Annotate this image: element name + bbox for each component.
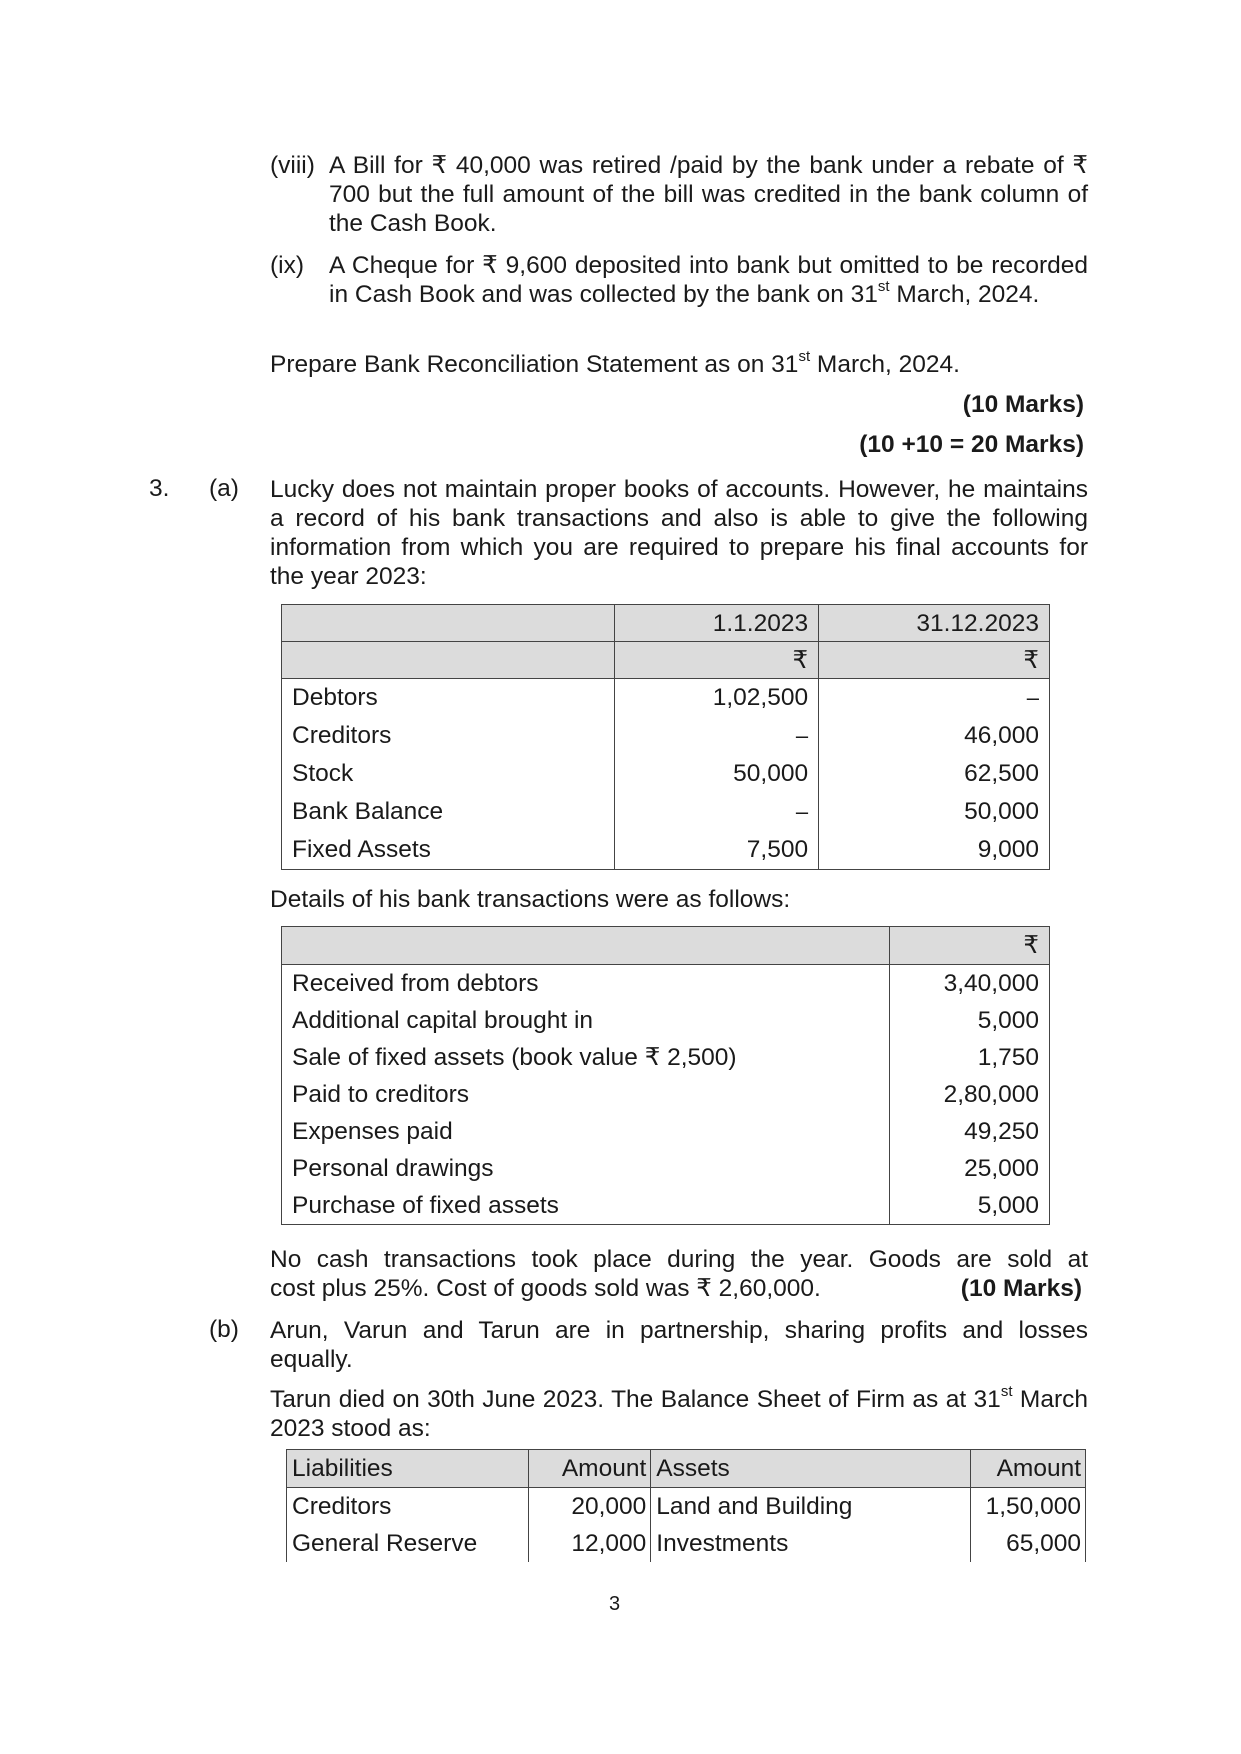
col-header-liabilities: Liabilities bbox=[287, 1450, 529, 1488]
bank-transactions-table bbox=[281, 926, 1050, 1225]
col-header-closing: 31.12.2023 bbox=[819, 605, 1050, 642]
marks-label: (10 Marks) bbox=[962, 391, 1084, 418]
item-label: (ix) bbox=[270, 252, 305, 279]
item-viii bbox=[270, 151, 1088, 238]
note-line-2: cost plus 25%. Cost of goods sold was ₹ 2,60,000. bbox=[270, 1275, 821, 1302]
item-label: (viii) bbox=[270, 152, 315, 179]
table-row: Bank Balance – 50,000 bbox=[282, 793, 1050, 831]
item-text: A Cheque for ₹ 9,600 deposited into bank but omitted to be recorded in Cash Book and was collected by the bank on 31st March, 2024. bbox=[329, 252, 1088, 308]
rupee-unit: ₹ bbox=[615, 642, 819, 679]
details-intro: Details of his bank transactions were as follows: bbox=[270, 886, 791, 913]
col-header-opening: 1.1.2023 bbox=[615, 605, 819, 642]
item-ix bbox=[270, 251, 1088, 309]
total-marks-label: (10 +10 = 20 Marks) bbox=[859, 431, 1084, 458]
part-a-label: (a) bbox=[209, 475, 239, 502]
page-number: 3 bbox=[609, 1593, 621, 1615]
part-b-text: Arun, Varun and Tarun are in partnership, sharing profits and losses equally. bbox=[270, 1317, 1088, 1373]
table-row: Purchase of fixed assets 5,000 bbox=[282, 1187, 1050, 1225]
table-row: Additional capital brought in 5,000 bbox=[282, 1002, 1050, 1039]
table-header-row bbox=[287, 1450, 1086, 1488]
rupee-unit: ₹ bbox=[890, 927, 1050, 965]
item-text: A Bill for ₹ 40,000 was retired /paid by the bank under a rebate of ₹ 700 but the full amount of the bill was credited in the bank column of the Cash Book. bbox=[329, 152, 1088, 237]
part-b-label: (b) bbox=[209, 1316, 239, 1343]
col-header-amount: Amount bbox=[971, 1450, 1086, 1488]
table-row: Sale of fixed assets (book value ₹ 2,500) 1,750 bbox=[282, 1039, 1050, 1076]
table-row: Personal drawings 25,000 bbox=[282, 1150, 1050, 1187]
table-header-row bbox=[282, 605, 1050, 642]
col-header-assets: Assets bbox=[651, 1450, 971, 1488]
table-row: Paid to creditors 2,80,000 bbox=[282, 1076, 1050, 1113]
table-row: Received from debtors 3,40,000 bbox=[282, 965, 1050, 1003]
prepare-instruction: Prepare Bank Reconciliation Statement as on 31st March, 2024. bbox=[270, 347, 960, 378]
table-unit-row bbox=[282, 642, 1050, 679]
table-row: Creditors – 46,000 bbox=[282, 717, 1050, 755]
balances-table bbox=[281, 604, 1050, 870]
table-row: Debtors 1,02,500 – bbox=[282, 679, 1050, 718]
table-row: Creditors 20,000 Land and Building 1,50,000 bbox=[287, 1488, 1086, 1526]
tarun-text: Tarun died on 30th June 2023. The Balance Sheet of Firm as at 31st March 2023 stood as: bbox=[270, 1382, 1088, 1442]
table-header-row bbox=[282, 927, 1050, 965]
note-line-1: No cash transactions took place during the year. Goods are sold at bbox=[270, 1246, 1088, 1273]
table-row: General Reserve 12,000 Investments 65,000 bbox=[287, 1525, 1086, 1562]
question-number: 3. bbox=[149, 475, 170, 502]
table-row: Stock 50,000 62,500 bbox=[282, 755, 1050, 793]
balance-sheet-table bbox=[286, 1449, 1086, 1562]
table-row: Expenses paid 49,250 bbox=[282, 1113, 1050, 1150]
part-a-text: Lucky does not maintain proper books of accounts. However, he maintains a record of his bank transactions and also is able to give the following information from which you are required to prepare his final accounts for the year 2023: bbox=[270, 476, 1088, 590]
rupee-unit: ₹ bbox=[819, 642, 1050, 679]
col-header-amount: Amount bbox=[528, 1450, 651, 1488]
table-row: Fixed Assets 7,500 9,000 bbox=[282, 831, 1050, 870]
note-marks: (10 Marks) bbox=[960, 1275, 1082, 1302]
